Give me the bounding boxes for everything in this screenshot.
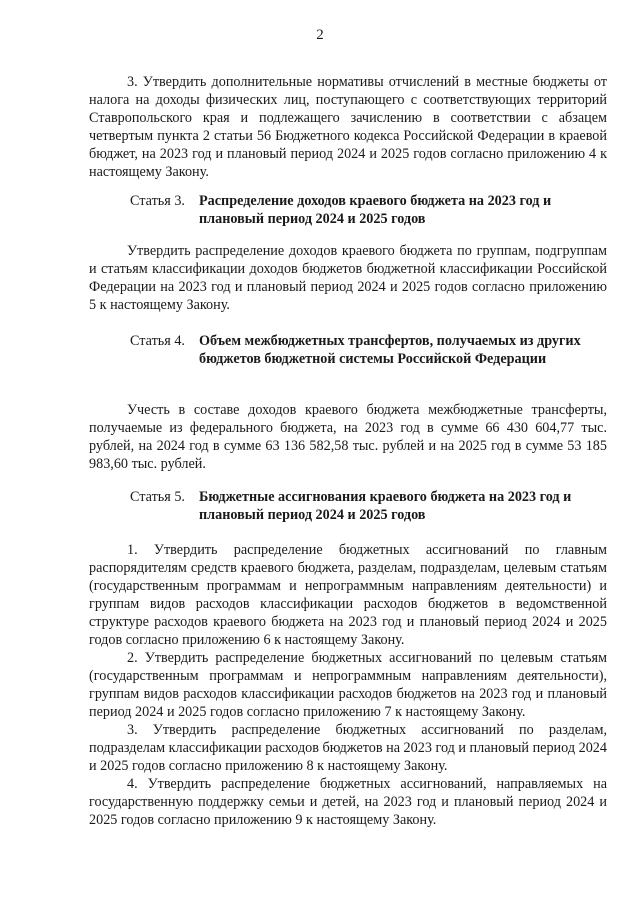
page-number: 2 <box>316 27 324 43</box>
article-5-heading <box>89 488 607 524</box>
article-5-title: Бюджетные ассигнования краевого бюджета на 2023 год и плановый период 2024 и 2025 годов <box>199 489 572 523</box>
article-4-body <box>89 401 607 473</box>
paragraph-3-local-budgets: 3. Утвердить дополнительные нормативы отчислений в местные бюджеты от налога на доходы физических лиц, поступающего с соответствующих территорий Ставропольского края и подлежащего зачислению в соответствии с абзацем четвертым пункта 2 статьи 56 Бюджетного кодекса Российской Федерации в краевой бюджет, на 2023 год и плановый период 2024 и 2025 годов согласно приложению 4 к настоящему Закону. <box>89 74 607 180</box>
article-5-body <box>89 541 607 829</box>
article-4-number: Статья 4. <box>130 333 185 349</box>
article-3-number: Статья 3. <box>130 193 185 209</box>
article-3-text: Утвердить распределение доходов краевого бюджета по группам, подгруппам и статьям классификации доходов бюджетов бюджетной классификации Российской Федерации на 2023 год и плановый период 2024 и 2025 годов согласно приложению 5 к настоящему Закону. <box>89 243 607 313</box>
article-5-paragraph-3: 3. Утвердить распределение бюджетных ассигнований по разделам, подразделам классификации расходов бюджетов на 2023 год и плановый период 2024 и 2025 годов согласно приложению 8 к настоящему Закону. <box>89 722 607 774</box>
article-5-paragraph-2: 2. Утвердить распределение бюджетных ассигнований по целевым статьям (государственным программам и непрограммным направлениям деятельности), группам видов расходов классификации расходов бюджетов на 2023 год и плановый период 2024 и 2025 годов согласно приложению 7 к настоящему Закону. <box>89 650 607 720</box>
article-4-heading <box>89 332 607 368</box>
article-4-text: Учесть в составе доходов краевого бюджета межбюджетные трансферты, получаемые из федерального бюджета, на 2023 год в сумме 66 430 604,77 тыс. рублей, на 2024 год в сумме 63 136 582,58 тыс. рублей и на 2025 год в сумме 53 185 983,60 тыс. рублей. <box>89 402 607 472</box>
article-3-body <box>89 242 607 314</box>
article-3-heading <box>89 192 607 228</box>
article-5-number: Статья 5. <box>130 489 185 505</box>
article-4-title: Объем межбюджетных трансфертов, получаемых из других бюджетов бюджетной системы Российской Федерации <box>199 333 581 367</box>
article-5-paragraph-4: 4. Утвердить распределение бюджетных ассигнований, направляемых на государственную поддержку семьи и детей, на 2023 год и плановый период 2024 и 2025 годов согласно приложению 9 к настоящему Закону. <box>89 776 607 828</box>
article-3-title: Распределение доходов краевого бюджета на 2023 год и плановый период 2024 и 2025 годов <box>199 193 552 227</box>
article-5-paragraph-1: 1. Утвердить распределение бюджетных ассигнований по главным распорядителям средств краевого бюджета, разделам, подразделам, целевым статьям (государственным программам и непрограммным направлениям деятельности) и группам видов расходов классификации расходов бюджетов в ведомственной структуре расходов краевого бюджета на 2023 год и плановый период 2024 и 2025 годов согласно приложению 6 к настоящему Закону. <box>89 542 607 648</box>
intro-section <box>89 73 607 181</box>
